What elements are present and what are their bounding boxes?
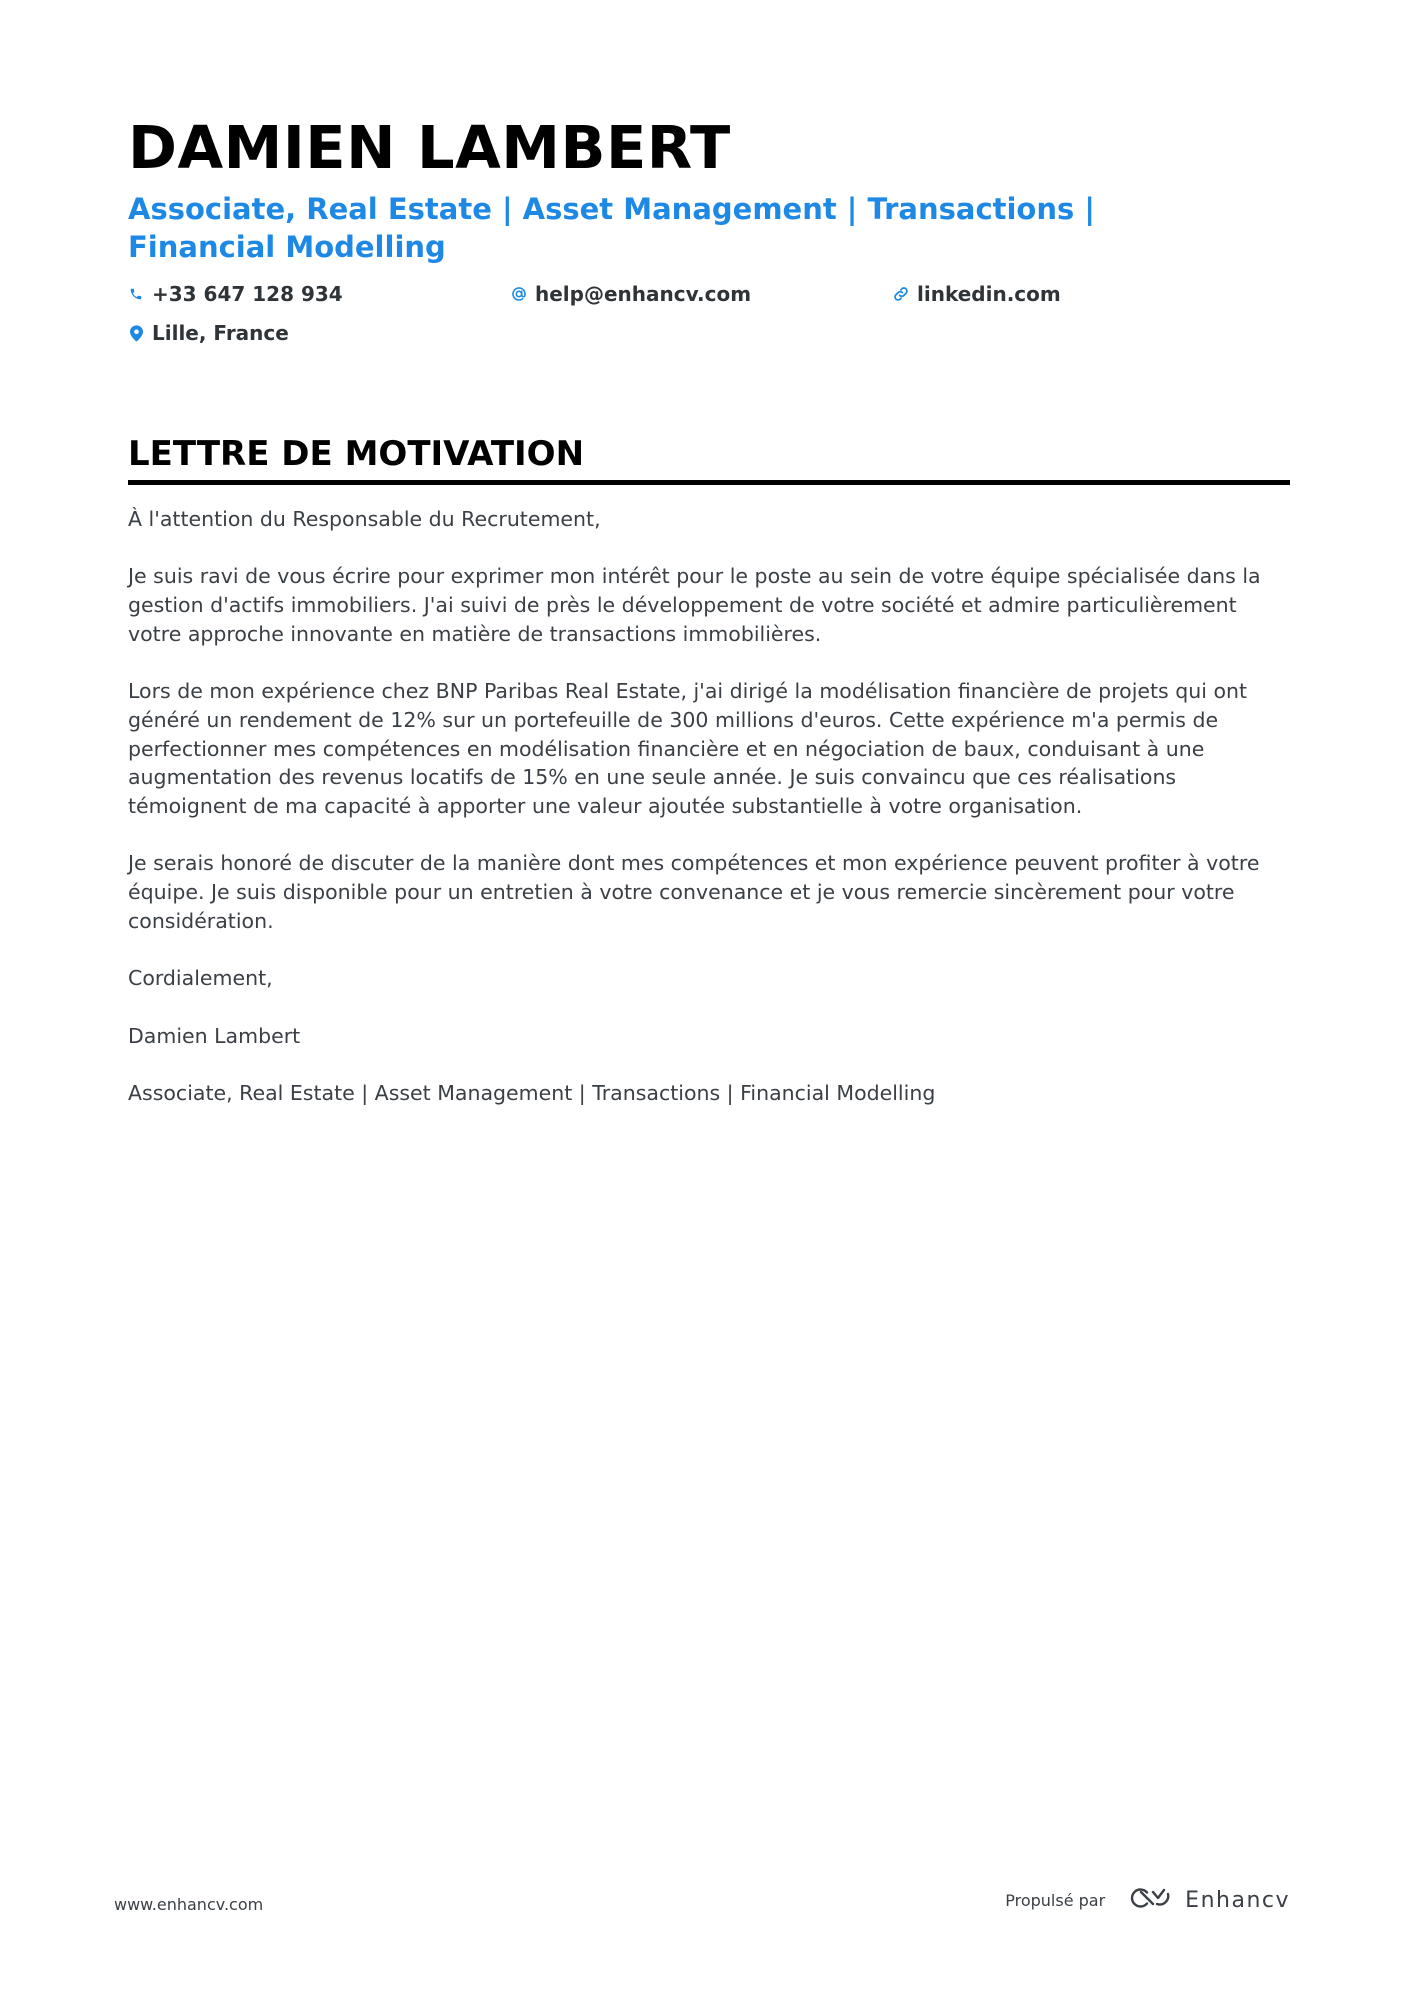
candidate-name: DAMIEN LAMBERT — [128, 113, 731, 182]
map-pin-icon — [128, 324, 144, 342]
email-address[interactable]: help@enhancv.com — [535, 282, 752, 306]
letter-paragraph: Je suis ravi de vous écrire pour exprimer mon intérêt pour le poste au sein de votre équipe spécialisée dans la gestion d'actifs immobiliers. J'ai suivi de près le développement de votre société et admire particulièrement votre approche innovante en matière de transactions immobilières. — [128, 564, 1261, 646]
link-icon — [893, 285, 909, 303]
section-title: LETTRE DE MOTIVATION — [128, 432, 1290, 485]
contact-linkedin[interactable] — [893, 280, 1061, 308]
location-text: Lille, France — [152, 321, 289, 345]
contact-phone — [128, 280, 343, 308]
linkedin-link[interactable]: linkedin.com — [917, 282, 1061, 306]
letter-paragraph: Je serais honoré de discuter de la manière dont mes compétences et mon expérience peuvent profiter à votre équipe. Je suis disponible pour un entretien à votre convenance et je vous remercie sincèrement pour votre considération. — [128, 851, 1260, 933]
candidate-headline: Associate, Real Estate | Asset Management | Transactions | Financial Modelling — [128, 192, 1095, 264]
phone-icon — [128, 285, 144, 303]
letter-signature-name: Damien Lambert — [128, 1023, 301, 1048]
footer-branding[interactable] — [1005, 1886, 1290, 1915]
letter-paragraph: Lors de mon expérience chez BNP Paribas Real Estate, j'ai dirigé la modélisation financière de projets qui ont généré un rendement de 12% sur un portefeuille de 300 millions d'euros. Cette expérience m'a permis de perfectionner mes compétences en modélisation financière et en négociation de baux, conduisant à une augmentation des revenus locatifs de 15% en une seule année. Je suis convaincu que ces réalisations témoignent de ma capacité à apporter une valeur ajoutée substantielle à votre organisation. — [128, 679, 1248, 818]
at-icon — [511, 285, 527, 303]
letter-body — [128, 505, 1290, 1136]
letter-closing: Cordialement, — [128, 966, 273, 991]
footer-website[interactable]: www.enhancv.com — [114, 1895, 264, 1914]
letter-salutation: À l'attention du Responsable du Recrutement, — [128, 507, 601, 531]
contact-location — [128, 319, 289, 347]
brand-name: Enhancv — [1185, 1888, 1290, 1913]
phone-number: +33 647 128 934 — [152, 282, 343, 306]
letter-signature-title: Associate, Real Estate | Asset Management | Transactions | Financial Modelling — [128, 1080, 936, 1105]
contact-email[interactable] — [511, 280, 751, 308]
powered-by-label: Propulsé par — [1005, 1891, 1106, 1910]
enhancv-logo-icon — [1127, 1886, 1173, 1915]
enhancv-brand[interactable] — [1127, 1886, 1290, 1915]
